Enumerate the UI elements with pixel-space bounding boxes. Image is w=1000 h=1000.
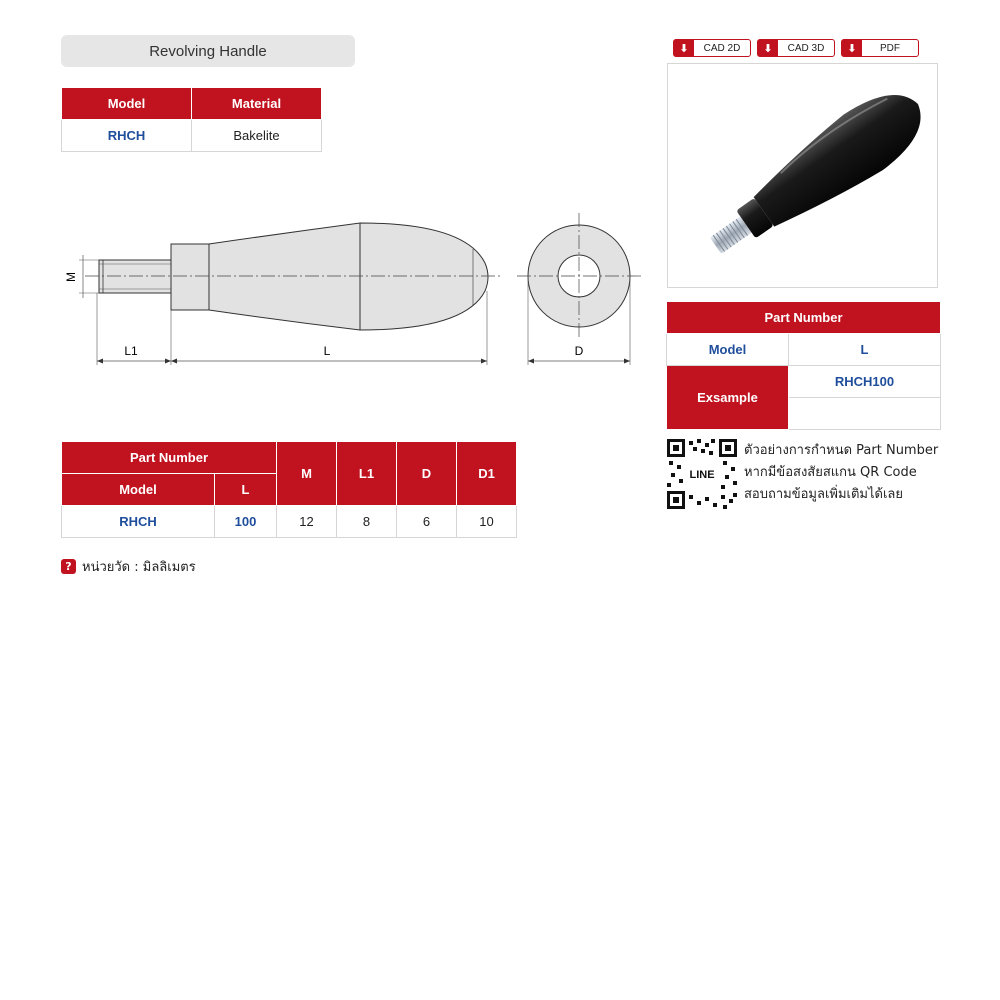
dim-label-l1: L1: [124, 344, 138, 358]
pn-example-empty: [789, 398, 941, 430]
download-bar: [673, 39, 919, 57]
download-icon: ⬇: [674, 40, 694, 56]
part-number-example-table: [666, 301, 941, 430]
product-photo: [667, 63, 938, 288]
thread-stud: [99, 260, 171, 293]
cad-3d-label: CAD 3D: [787, 42, 825, 54]
handle-collar: [171, 244, 209, 310]
spec-l: 100: [215, 506, 277, 538]
pn-col-model: Model: [667, 334, 789, 366]
cad-2d-label: CAD 2D: [703, 42, 741, 54]
qr-instructions: [744, 440, 938, 506]
material-table: [61, 87, 322, 152]
pn-example-label: Exsample: [667, 366, 789, 430]
dim-label-d: D: [574, 344, 584, 358]
spec-model: RHCH: [62, 506, 215, 538]
model-value: RHCH: [62, 120, 192, 152]
help-icon: ?: [61, 559, 76, 574]
spec-d: 6: [397, 506, 457, 538]
spec-subheader-l: L: [215, 474, 277, 506]
material-value: Bakelite: [192, 120, 322, 152]
line-logo: LINE: [689, 469, 715, 481]
pdf-label: PDF: [880, 42, 900, 54]
pn-example-value: RHCH100: [789, 366, 941, 398]
pdf-button[interactable]: [841, 39, 919, 57]
download-icon: ⬇: [758, 40, 778, 56]
spec-l1: 8: [337, 506, 397, 538]
dim-label-l: L: [323, 344, 331, 358]
spec-group-header: Part Number: [62, 442, 277, 474]
pn-col-l: L: [789, 334, 941, 366]
header-material: Material: [192, 88, 322, 120]
spec-header-l1: L1: [337, 442, 397, 506]
header-model: Model: [62, 88, 192, 120]
cad-2d-button[interactable]: [673, 39, 751, 57]
spec-subheader-model: Model: [62, 474, 215, 506]
spec-table: [61, 441, 517, 538]
dim-label-m: M: [64, 272, 78, 282]
unit-note-text: หน่วยวัด : มิลลิเมตร: [82, 560, 196, 575]
spec-m: 12: [277, 506, 337, 538]
spec-header-m: M: [277, 442, 337, 506]
handle-body: [209, 223, 488, 330]
technical-drawing: [55, 205, 645, 370]
qr-line-2: หากมีข้อสงสัยสแกน QR Code: [744, 465, 917, 480]
page-title: Revolving Handle: [61, 35, 355, 67]
spec-header-d1: D1: [457, 442, 517, 506]
spec-d1: 10: [457, 506, 517, 538]
qr-line-3: สอบถามข้อมูลเพิ่มเติมได้เลย: [744, 487, 904, 502]
pn-header: Part Number: [667, 302, 941, 334]
download-icon: ⬇: [842, 40, 862, 56]
unit-note: [61, 556, 196, 577]
qr-line-1: ตัวอย่างการกำหนด Part Number: [744, 443, 939, 458]
cad-3d-button[interactable]: [757, 39, 835, 57]
qr-code[interactable]: [667, 439, 737, 509]
table-row: [62, 506, 517, 538]
spec-header-d: D: [397, 442, 457, 506]
